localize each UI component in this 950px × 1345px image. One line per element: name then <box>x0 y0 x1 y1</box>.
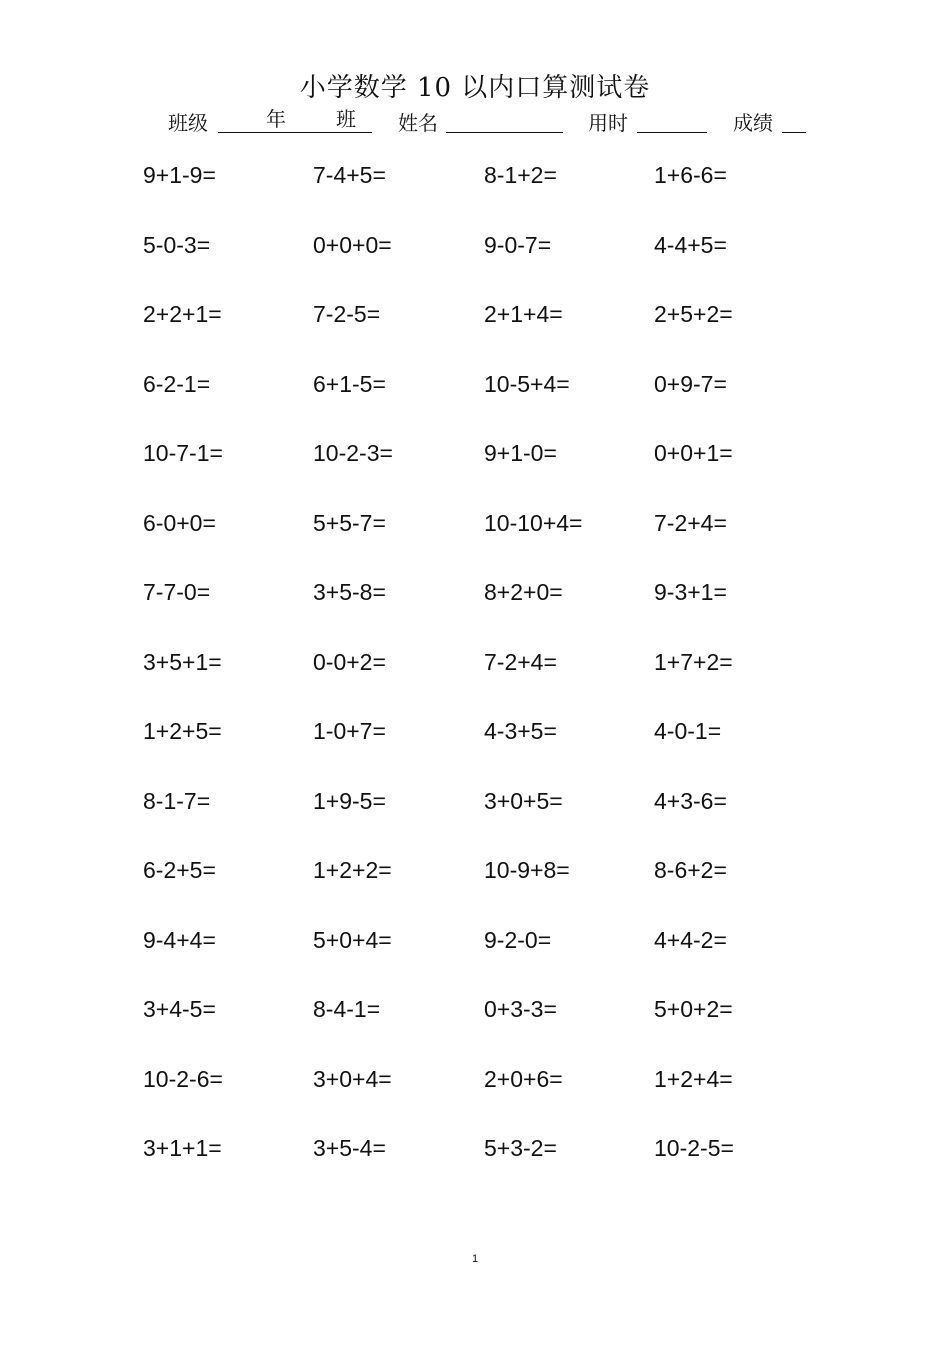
problem-row <box>143 155 843 225</box>
arithmetic-problem: 10-10+4= <box>484 509 583 536</box>
arithmetic-problem: 10-2-3= <box>313 440 393 466</box>
arithmetic-problem: 2+2+1= <box>143 301 222 327</box>
arithmetic-problem: 8-1-7= <box>143 787 211 814</box>
arithmetic-problem: 1+2+4= <box>654 1065 733 1092</box>
arithmetic-problem: 9-2-0= <box>484 926 552 953</box>
arithmetic-problem: 10-5+4= <box>484 370 570 397</box>
arithmetic-problem: 5+0+4= <box>313 926 392 953</box>
arithmetic-problem: 8-6+2= <box>654 857 727 883</box>
arithmetic-problem: 4-4+5= <box>654 231 727 258</box>
arithmetic-problem: 9+1-9= <box>143 162 216 188</box>
arithmetic-problem: 5+5-7= <box>313 509 386 536</box>
arithmetic-problem: 1+2+2= <box>313 857 392 883</box>
arithmetic-problem: 3+4-5= <box>143 996 216 1022</box>
problem-row <box>143 850 843 920</box>
arithmetic-problem: 0-0+2= <box>313 648 386 675</box>
arithmetic-problem: 3+0+5= <box>484 787 563 814</box>
problem-row <box>143 433 843 503</box>
problem-row <box>143 503 843 573</box>
time-label: 用时 <box>588 111 628 135</box>
arithmetic-problem: 7-2-5= <box>313 301 381 327</box>
problem-row <box>143 572 843 642</box>
arithmetic-problem: 10-2-6= <box>143 1065 223 1092</box>
arithmetic-problem: 5-0-3= <box>143 231 211 258</box>
arithmetic-problem: 1+6-6= <box>654 162 727 188</box>
name-field[interactable] <box>446 108 563 141</box>
page-title: 小学数学 10 以内口算测试卷 <box>299 73 651 103</box>
arithmetic-problem: 0+3-3= <box>484 996 557 1022</box>
score-field[interactable] <box>782 108 806 141</box>
arithmetic-problem: 1+9-5= <box>313 787 386 814</box>
arithmetic-problem: 4+3-6= <box>654 787 727 814</box>
arithmetic-problem: 6-2-1= <box>143 370 211 397</box>
arithmetic-problem: 0+9-7= <box>654 370 727 397</box>
arithmetic-problem: 3+5-4= <box>313 1135 386 1161</box>
problem-row <box>143 294 843 364</box>
arithmetic-problem: 3+5-8= <box>313 579 386 605</box>
problem-row <box>143 781 843 851</box>
arithmetic-problem: 2+5+2= <box>654 301 733 327</box>
arithmetic-problem: 8+2+0= <box>484 579 563 605</box>
arithmetic-problem: 9-3+1= <box>654 579 727 605</box>
arithmetic-problem: 5+3-2= <box>484 1135 557 1161</box>
arithmetic-problem: 3+5+1= <box>143 648 222 675</box>
arithmetic-problem: 1+7+2= <box>654 648 733 675</box>
name-label: 姓名 <box>398 111 438 135</box>
arithmetic-problem: 7-7-0= <box>143 579 211 605</box>
arithmetic-problem: 2+1+4= <box>484 301 563 327</box>
arithmetic-problem: 10-7-1= <box>143 440 223 466</box>
arithmetic-problem: 2+0+6= <box>484 1065 563 1092</box>
arithmetic-problem: 8-1+2= <box>484 162 557 188</box>
arithmetic-problem: 3+1+1= <box>143 1135 222 1161</box>
problem-grid <box>143 155 843 1198</box>
arithmetic-problem: 0+0+0= <box>313 231 392 258</box>
time-field[interactable] <box>637 108 707 141</box>
problem-row <box>143 1059 843 1129</box>
problem-row <box>143 1128 843 1198</box>
problem-row <box>143 920 843 990</box>
arithmetic-problem: 6-2+5= <box>143 857 216 883</box>
arithmetic-problem: 3+0+4= <box>313 1065 392 1092</box>
problem-row <box>143 642 843 712</box>
score-label: 成绩 <box>733 111 773 135</box>
arithmetic-problem: 1+2+5= <box>143 718 222 744</box>
arithmetic-problem: 7-2+4= <box>484 648 557 675</box>
arithmetic-problem: 10-2-5= <box>654 1135 734 1161</box>
arithmetic-problem: 10-9+8= <box>484 857 570 883</box>
arithmetic-problem: 8-4-1= <box>313 996 381 1022</box>
arithmetic-problem: 5+0+2= <box>654 996 733 1022</box>
problem-row <box>143 989 843 1059</box>
arithmetic-problem: 9+1-0= <box>484 440 557 466</box>
arithmetic-problem: 6+1-5= <box>313 370 386 397</box>
arithmetic-problem: 7-4+5= <box>313 162 386 188</box>
arithmetic-problem: 9-4+4= <box>143 926 216 953</box>
class-label: 班级 <box>168 111 208 135</box>
arithmetic-problem: 4+4-2= <box>654 926 727 953</box>
page-number: 1 <box>471 1253 479 1265</box>
problem-row <box>143 711 843 781</box>
arithmetic-problem: 4-3+5= <box>484 718 557 744</box>
arithmetic-problem: 1-0+7= <box>313 718 386 744</box>
arithmetic-problem: 4-0-1= <box>654 718 722 744</box>
arithmetic-problem: 7-2+4= <box>654 509 727 536</box>
arithmetic-problem: 6-0+0= <box>143 509 216 536</box>
problem-row <box>143 225 843 295</box>
arithmetic-problem: 0+0+1= <box>654 440 733 466</box>
class-field[interactable] <box>218 108 372 141</box>
year-label: 年 <box>266 107 286 131</box>
arithmetic-problem: 9-0-7= <box>484 231 552 258</box>
problem-row <box>143 364 843 434</box>
ban-label: 班 <box>336 107 356 131</box>
